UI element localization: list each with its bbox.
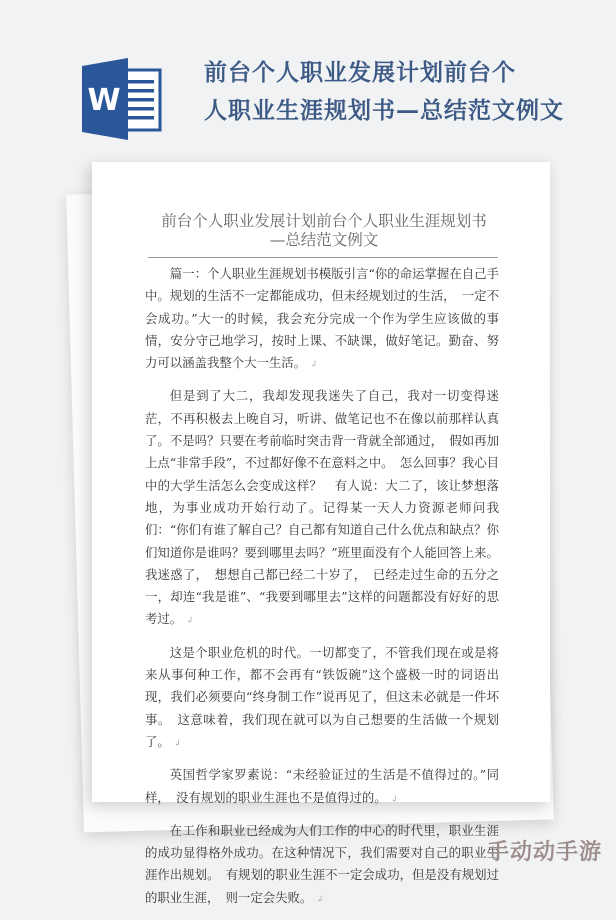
page-title <box>204 54 604 130</box>
word-document-icon <box>82 58 162 140</box>
document-body <box>145 263 499 920</box>
preview-header <box>0 0 616 150</box>
paragraph-mark-icon: ↲ <box>316 894 324 905</box>
paragraph-mark-icon: ↲ <box>186 616 194 627</box>
paragraph: 在工作和职业已经成为人们工作的中心的时代里，职业生涯的成功显得格外成功。在这种情况下，我们需要对自己的职业生涯作出规划。 有规划的职业生涯不一定会成功，但是没有规划过的职业生涯， 则一定会失败。 ↲ <box>145 822 499 905</box>
paragraph: 这是个职业危机的时代。一切都变了，不管我们现在或是将来从事何种工作，都不会再有“铁饭碗”这个盛极一时的词语出现，我们必须要向“终身制工作”说再见了，但这未必就是一件坏事。 这意味着，我们现在就可以为自己想要的生活做一个规划了。 ↲ <box>145 644 499 749</box>
paragraph-mark-icon: ↲ <box>310 360 318 371</box>
title-divider <box>148 257 498 258</box>
paragraph-mark-icon: ↲ <box>173 738 182 749</box>
paragraph: 篇一：个人职业生涯规划书模版引言“你的命运掌握在自己手中。规划的生活不一定都能成功，但未经规划过的生活， 一定不会成功。”大一的时候，我会充分完成一个作为学生应该做的事情，安分守己地学习，按时上课、不缺课，做好笔记。勤奋、努力可以涵盖我整个大一生活。 ↲ <box>145 266 499 371</box>
svg-text:W: W <box>87 83 121 118</box>
paragraph-mark-icon: ↲ <box>390 794 399 805</box>
page-title-line-2: 人职业生涯规划书—总结范文例文 <box>204 97 564 124</box>
site-watermark: 手动动手游 <box>486 840 602 865</box>
page-title-line-1: 前台个人职业发展计划前台个 <box>204 59 516 86</box>
paragraph: 但是到了大二，我却发现我迷失了自己，我对一切变得迷茫，不再积极去上晚自习，听讲、做笔记也不在像以前那样认真了。不是吗？只要在考前临时突击背一背就全部通过， 假如再加上点“非常手段”，不过都好像不在意料之中。 怎么回事？我心目中的大学生活怎么会变成这样？ 有人说：大二了，该让梦想落地，为事业成功开始行动了。记得某一天人力资源老师问我们：“你们有谁了解自己？自己都有知道自己什么优点和缺点？你们知道你是谁吗？要到哪里去吗？”班里面没有个人能回答上来。我迷惑了， 想想自己都已经二十岁了， 已经走过生命的五分之一，却连“我是谁”、“我要到哪里去”这样的问题都没有好好的思考过。 ↲ <box>145 388 499 627</box>
paragraph: 英国哲学家罗素说：“未经验证过的生活是不值得过的。”同样， 没有规划的职业生涯也不是值得过的。 ↲ <box>145 767 499 805</box>
document-title: 前台个人职业发展计划前台个人职业生涯规划书—总结范文例文 <box>161 212 487 249</box>
